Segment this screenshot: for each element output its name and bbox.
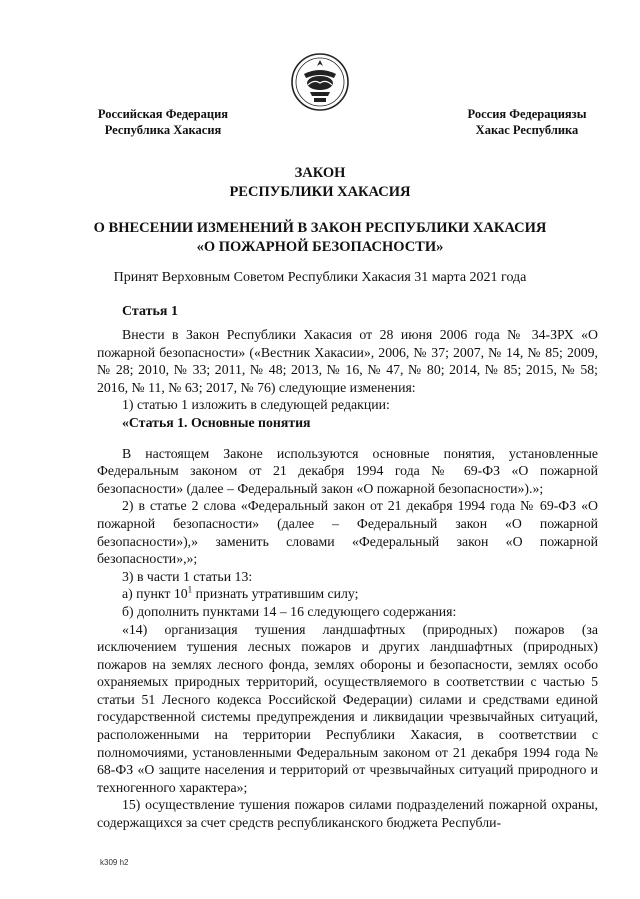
paragraph-point-14: «14) организация тушения ландшафтных (природных) пожаров (за исключением тушения лесных пожаров и других ландшафтных (природных) пожаров на землях лесного фонда, землях обороны и безопасности, землях особо охраняемых природных территорий, осуществляемого в соответствии с частью 5 статьи 51 Лесного кодекса Российской Федерации) силами и средствами единой государственной системы предупреждения и ликвидации чрезвычайных ситуаций, расположенными на территории Республики Хакасия, в соответствии с полномочиями, установленными Федеральным законом от 21 декабря 1994 года № 68-ФЗ «О защите населения и территорий от чрезвычайных ситуаций природного и техногенного характера»; [97,621,598,795]
paragraph-point-15: 15) осуществление тушения пожаров силами подразделений пожарной охраны, содержащихся за счет средств республиканского бюджета Республи- [97,797,598,831]
item-3a-start: а) пункт 10 [122,586,188,602]
header-right [452,106,602,138]
paragraph-item-3a [97,585,598,603]
article-heading: Статья 1 [122,304,178,319]
paragraph-definitions: В настоящем Законе используются основные понятия, установленные Федеральным законом от 21 декабря 1994 года № 69-ФЗ «О пожарной безопасности» (далее – Федеральный закон «О пожарной безопасности»).»; [97,445,598,496]
title-amendment: О ВНЕСЕНИИ ИЗМЕНЕНИЙ В ЗАКОН РЕСПУБЛИКИ ХАКАСИЯ [93,220,547,236]
title-law: ЗАКОН [294,165,346,181]
body-text [97,326,598,832]
header-left-republic: Республика Хакасия [104,123,222,137]
footer-code: k309 h2 [100,858,129,867]
header-left [88,106,238,138]
item-3a-superscript: 1 [187,584,193,595]
title-subject: «О ПОЖАРНОЙ БЕЗОПАСНОСТИ» [196,239,444,255]
header-right-republic: Хакас Республика [475,123,579,137]
item-3a-end: признать утратившим силу; [192,586,359,602]
header-right-country: Россия Федерациязы [467,107,587,121]
paragraph-intro: Внести в Закон Республики Хакасия от 28 июня 2006 года № 34-ЗРХ «О пожарной безопасности» («Вестник Хакасии», 2006, № 37; 2007, № 14, № 85; 2009, № 28; 2010, № 33; 2011, № 48; 2013, № 16, № 47, № 80; 2014, № 85; 2015, № 58; 2016, № 11, № 63; 2017, № 76) следующие изменения: [97,327,598,395]
paragraph-item-3b: б) дополнить пунктами 14 – 16 следующего содержания: [122,603,457,619]
paragraph-article-1-heading: «Статья 1. Основные понятия [122,414,311,430]
paragraph-item-1: 1) статью 1 изложить в следующей редакции: [122,397,390,413]
header-left-country: Российская Федерация [97,107,229,121]
coat-of-arms-emblem [290,52,350,112]
paragraph-item-3: 3) в части 1 статьи 13: [122,568,253,584]
adoption-line: Принят Верховным Советом Республики Хакасия 31 марта 2021 года [113,270,527,285]
title-republic: РЕСПУБЛИКИ ХАКАСИЯ [229,184,411,200]
paragraph-item-2: 2) в статье 2 слова «Федеральный закон от 21 декабря 1994 года № 69-ФЗ «О пожарной безопасности» (далее – Федеральный закон «О пожарной безопасности»),» заменить словами «Федеральный закон «О пожарной безопасности»,»; [97,498,598,567]
